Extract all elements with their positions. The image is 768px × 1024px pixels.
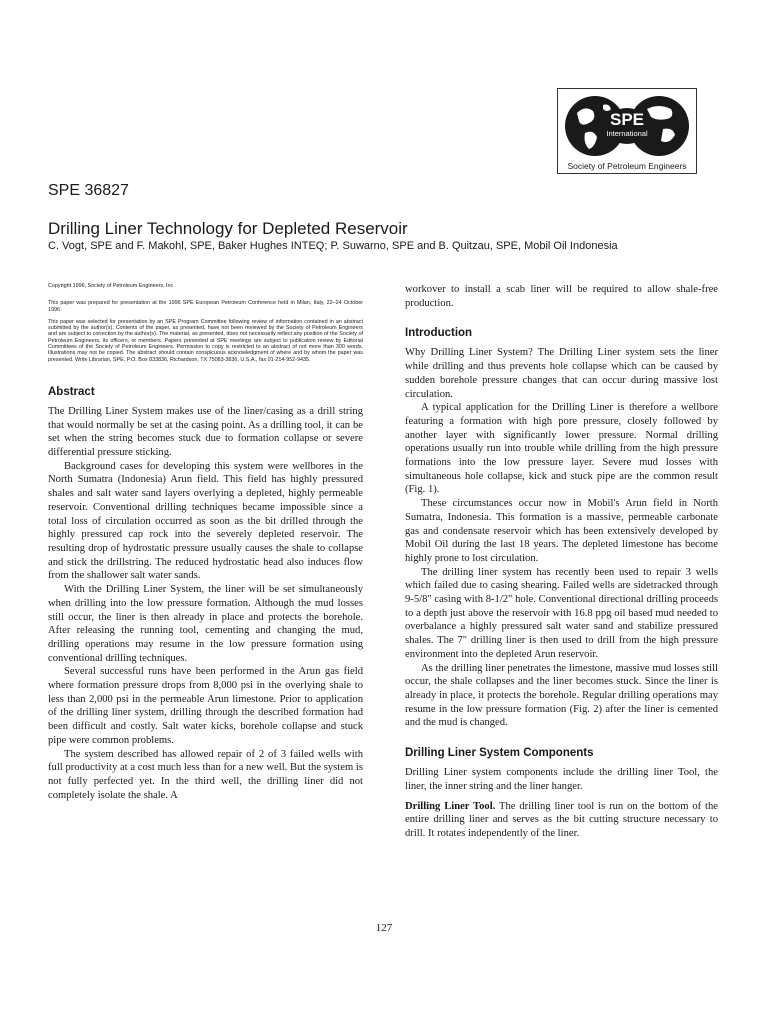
paper-title: Drilling Liner Technology for Depleted Reservoir — [48, 219, 408, 238]
abstract-paragraph: Background cases for developing this system were wellbores in the North Sumatra (Indonesia) Arun field. This field has highly pressured shales and salt water sand layers overlying a depleted, highly permeable reservoir. Conventional drilling techniques became impossible since a total loss of circulation occurred as soon as the bit drilled through the highly pressured cap rock into the severely depleted reservoir. The resulting drop of hydrostatic pressure usually causes the shale to collapse and stick the drillstring. The reduced hydrostatic head also induces flow from the shallower salt water sands. — [48, 460, 363, 582]
components-heading: Drilling Liner System Components — [405, 747, 594, 760]
components-paragraph: Drilling Liner system components include the drilling liner Tool, the liner, the inner string and the liner hanger. — [405, 767, 718, 792]
introduction-paragraph: A typical application for the Drilling Liner is therefore a wellbore featuring a formation with high pore pressure, closely followed by another layer with significantly lower pressure. Normal drilling operations usually run into trouble while drilling from the high pressure formations into the low pressure layer. Severe mud losses with simultaneous hole collapse, kick and stuck pipe are the common result (Fig. 1). — [405, 402, 718, 496]
introduction-heading: Introduction — [405, 327, 473, 340]
paper-authors: C. Vogt, SPE and F. Makohl, SPE, Baker Hughes INTEQ; P. Suwarno, SPE and B. Quitzau, SPE, Mobil Oil Indonesia — [48, 240, 618, 252]
abstract-heading: Abstract — [48, 385, 95, 398]
introduction-paragraph: These circumstances occur now in Mobil's Arun field in North Sumatra, Indonesia. This formation is a massive, permeable carbonate gas and condensate reservoir which has been extensively developed by Mobil Oil during the last 18 years. The depleted limestone has become highly prone to lost circulation. — [405, 498, 718, 564]
abstract-paragraph: With the Drilling Liner System, the liner will be set simultaneously when drilling into the low pressure formation. Although the mud losses still occur, the liner is then already in place and protects the borehole. After releasing the running tool, cementing and changing the mud, drilling operations may resume in the low pressure formation using conventional drilling techniques. — [48, 584, 363, 664]
prepared-notice: This paper was prepared for presentation at the 1996 SPE European Petroleum Conference held in Milan, Italy, 22–24 October 1996 — [48, 300, 363, 313]
spe-globe-logo-icon — [563, 93, 691, 159]
copyright-notice: Copyright 1996, Society of Petroleum Engineers, Inc — [48, 283, 174, 289]
introduction-paragraph: The drilling liner system has recently been used to repair 3 wells which failed due to casing shearing. Failed wells are sidetracked through 9-5/8" casing with 8-1/2" hole. Conventional directional drilling proceeds to a depth just above the reservoir with 16.8 ppg oil based mud needed to overbalance a highly pressured salt water sand and stabilize pressured shales. The 7" drilling liner is then used to drill from the high pressure environment into the depleted Arun reservoir. — [405, 566, 718, 660]
abstract-continuation: workover to install a scab liner will be required to allow shale-free production. — [405, 284, 718, 309]
drilling-liner-tool-paragraph — [405, 800, 718, 841]
introduction-paragraph: As the drilling liner penetrates the limestone, massive mud losses still occur, the shale collapses and the liner becomes stuck. Since the liner is already in place, it protects the borehole. Regular drilling operations may resume in the low pressure formation (Fig. 2) after the liner is cemented and the mud is changed. — [405, 662, 718, 729]
left-column — [48, 283, 363, 802]
page-number: 127 — [375, 922, 393, 934]
logo-caption: Society of Petroleum Engineers — [567, 161, 687, 171]
abstract-paragraph: The system described has allowed repair of 2 of 3 failed wells with full productivity at a cost much less than for a new well. But the system is not fully perfected yet. In the third well, the drilling liner did not completely isolate the shale. A — [48, 748, 363, 801]
selection-notice: This paper was selected for presentation by an SPE Program Committee following review of information contained in an abstract submitted by the author(s). Contents of the paper, as presented, have not been reviewed by the Society of Petroleum Engineers and are subject to correction by the author(s). The material, as presented, does not necessarily reflect any position of the Society of Petroleum Engineers, its officers, or members. Papers presented at SPE meetings are subject to publication review by Editorial Committees of the Society of Petroleum Engineers. Permission to copy is restricted to an abstract of not more than 300 words. Illustrations may not be copied. The abstract should contain conspicuous acknowledgment of where and by whom the paper was presented. Write Librarian, SPE, P.O. Box 833836, Richardson, TX 75083-3836, U.S.A., fax 01-214-952-9435. — [48, 318, 363, 363]
drilling-liner-tool-lead: Drilling Liner Tool. — [405, 800, 496, 812]
right-column — [405, 283, 718, 841]
spe-logo — [557, 88, 697, 174]
paper-number: SPE 36827 — [48, 182, 129, 199]
introduction-paragraph: Why Drilling Liner System? The Drilling Liner system sets the liner while drilling and thus prevents hole collapse which can be caused by sudden borehole pressure changes that can occur during massive lost circulation. — [405, 347, 718, 400]
logo-spe-text: SPE — [609, 110, 645, 129]
drilling-liner-tool-text: The drilling liner tool is run on the bottom of the entire drilling liner and serves as the bit cutting structure necessary to drill. It rotates independently of the liner. — [405, 800, 719, 839]
abstract-paragraph: Several successful runs have been performed in the Arun gas field where formation pressure drops from 8,000 psi in the overlying shale to less than 2,000 psi in the permeable Arun limestone. Prior to application of the drilling liner system, drilling through the described formation had been difficult and costly. Salt water kicks, borehole collapse and stuck pipe were common problems. — [48, 666, 363, 746]
abstract-paragraph: The Drilling Liner System makes use of the liner/casing as a drill string that would normally be set at the casing point. As a drilling tool, it can be set when the string becomes stuck due to formation collapse or severe differential pressure sticking. — [48, 405, 363, 459]
logo-international-text: International — [606, 129, 648, 138]
